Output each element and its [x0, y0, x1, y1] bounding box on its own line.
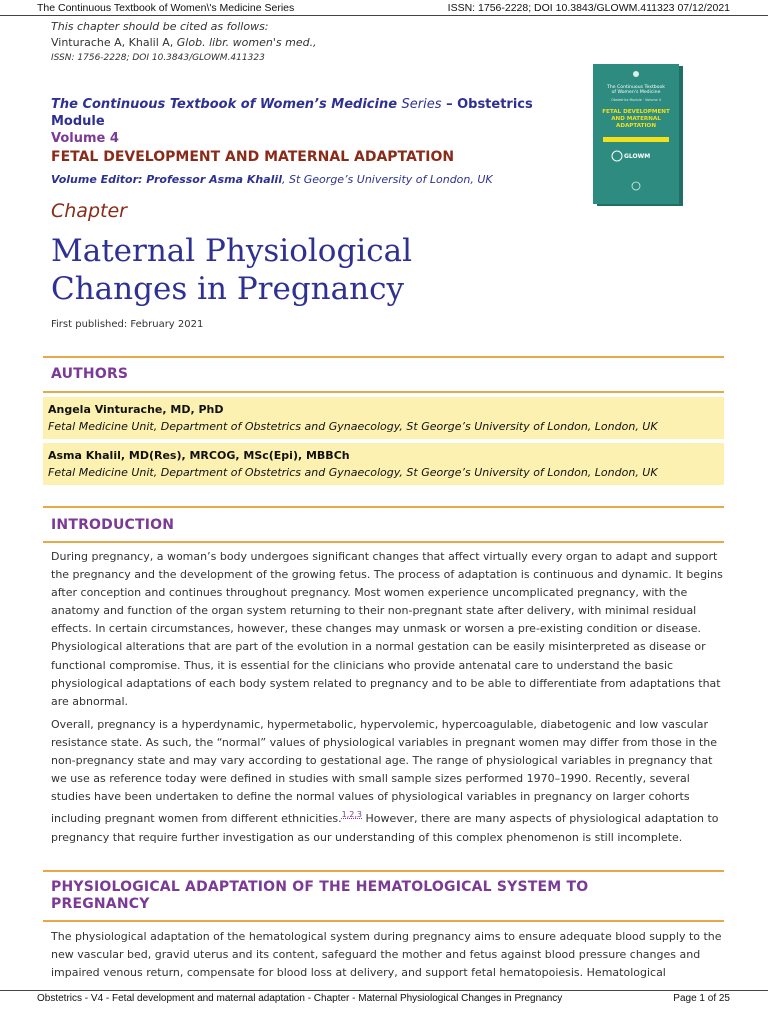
citation-authors: Vinturache A, Khalil A, — [51, 36, 174, 49]
citation-issn: ISSN: 1756-2228; DOI 10.3843/GLOWM.411323 — [51, 53, 265, 63]
book-top-line2: of Women's Medicine — [611, 90, 661, 95]
book-band — [603, 137, 669, 142]
author-card-2 — [43, 443, 724, 485]
introduction-paragraph-2 — [51, 716, 723, 847]
citation-intro: This chapter should be cited as follows: — [51, 20, 269, 33]
introduction-paragraph-1: During pregnancy, a woman’s body undergoes significant changes that affect virtually every organ to adapt and support the pregnancy and the development of the growing fetus. The process of adaptation is continuous and dynamic. It begins after conception and continues throughout pregnancy. Most women experience uncomplicated pregnancy, with the anatomy and function of the organ system returning to their non-pregnant state after delivery, with minimal residual effects. In certain circumstances, however, these changes may unmask or worsen a pre-existing condition or disease. Physiological alterations that are part of the evolution in a normal gestation can be easily misinterpreted as disease or functional compromise. Thus, it is essential for the clinicians who provide antenatal care to understand the basic physiological adaptations of each body system related to pregnancy and to be able to differentiate from adaptations that are abnormal. — [51, 550, 723, 708]
book-cover-image — [593, 64, 685, 208]
running-header — [0, 0, 768, 16]
series-editor — [51, 171, 571, 188]
book-module: Obstetrics Module · Volume 4 — [611, 98, 661, 102]
series-editor-affiliation: , St George’s University of London, UK — [281, 173, 493, 186]
author-card-1 — [43, 397, 724, 439]
authors-rule-top — [43, 356, 724, 358]
reference-link[interactable]: 1,2,3 — [341, 810, 362, 820]
running-footer — [0, 990, 768, 1024]
authors-heading: AUTHORS — [51, 366, 129, 382]
book-title1: FETAL DEVELOPMENT — [602, 109, 670, 115]
author-affiliation: Fetal Medicine Unit, Department of Obstetrics and Gynaecology, St George’s University of London, London, UK — [48, 466, 658, 479]
paragraph-text: Overall, pregnancy is a hyperdynamic, hypermetabolic, hypervolemic, hypercoagulable, diabetogenic and low vascular resistance state. As such, the “normal” values of physiological variables in pregnant women may differ from those in the non-pregnancy state and may vary according to gestational age. The range of physiological variables in pregnancy that we use as reference today were defined in studies with small sample sizes performed 1970–1990. Recently, several studies have been undertaken to define the normal values of physiological variables in pregnancy on larger cohorts including pregnant women from different ethnicities. — [51, 718, 717, 826]
chapter-label: Chapter — [51, 200, 127, 222]
book-title3: ADAPTATION — [615, 123, 657, 129]
introduction-rule-top — [43, 506, 724, 508]
series-name: The Continuous Textbook of Women’s Medicine — [51, 97, 398, 112]
citation-block — [51, 19, 551, 66]
paragraph-text-cont: However, there are many aspects of physiological adaptation to pregnancy that require further investigation as our understanding of this complex phenomenon is still incomplete. — [51, 812, 719, 844]
running-footer-chapter: Obstetrics - V4 - Fetal development and maternal adaptation - Chapter - Maternal Physiological Changes in Pregnancy — [37, 993, 563, 1004]
authors-rule-bottom — [43, 391, 724, 393]
series-title-line — [51, 96, 571, 130]
running-header-series: The Continuous Textbook of Women\'s Medicine Series — [37, 2, 295, 14]
author-affiliation: Fetal Medicine Unit, Department of Obstetrics and Gynaecology, St George’s University of London, London, UK — [48, 420, 658, 433]
series-info — [51, 96, 571, 188]
page-title — [51, 232, 651, 308]
hematology-rule-bottom — [43, 920, 724, 922]
introduction-heading: INTRODUCTION — [51, 517, 175, 533]
title-line-1: Maternal Physiological — [51, 233, 412, 269]
book-top-line1: The Continuous Textbook — [607, 85, 665, 90]
citation-journal: Glob. libr. women's med., — [176, 36, 317, 49]
series-volume-title: FETAL DEVELOPMENT AND MATERNAL ADAPTATION — [51, 149, 455, 165]
book-logo-text: GLOWM — [624, 153, 651, 160]
introduction-rule-bottom — [43, 541, 724, 543]
hematology-rule-top — [43, 870, 724, 872]
title-line-2: Changes in Pregnancy — [51, 271, 404, 307]
hematology-paragraph-1: The physiological adaptation of the hematological system during pregnancy aims to ensure adequate blood supply to the new vascular bed, gravid uterus and its content, safeguard the mother and fetus against blood pressure changes and impaired venous return, compensate for blood loss at delivery, and support fetal hematopoiesis. Hematological — [51, 930, 722, 980]
series-editor-name: Volume Editor: Professor Asma Khalil — [51, 173, 282, 186]
page-number: Page 1 of 25 — [673, 993, 730, 1004]
series-module: – Obstetrics Module — [51, 97, 533, 129]
hematology-heading: PHYSIOLOGICAL ADAPTATION OF THE HEMATOLOGICAL SYSTEM TO PREGNANCY — [51, 879, 589, 912]
running-header-doi: ISSN: 1756-2228; DOI 10.3843/GLOWM.411323 07/12/2021 — [447, 2, 730, 14]
author-name: Asma Khalil, MD(Res), MRCOG, MSc(Epi), MBBCh — [48, 449, 350, 462]
book-top-logo-icon — [633, 71, 639, 77]
author-name: Angela Vinturache, MD, PhD — [48, 403, 224, 416]
first-published: First published: February 2021 — [51, 319, 204, 330]
citation-line — [51, 35, 551, 51]
series-volume: Volume 4 — [51, 131, 119, 146]
series-word: Series — [401, 97, 442, 112]
book-title2: AND MATERNAL — [611, 116, 661, 122]
